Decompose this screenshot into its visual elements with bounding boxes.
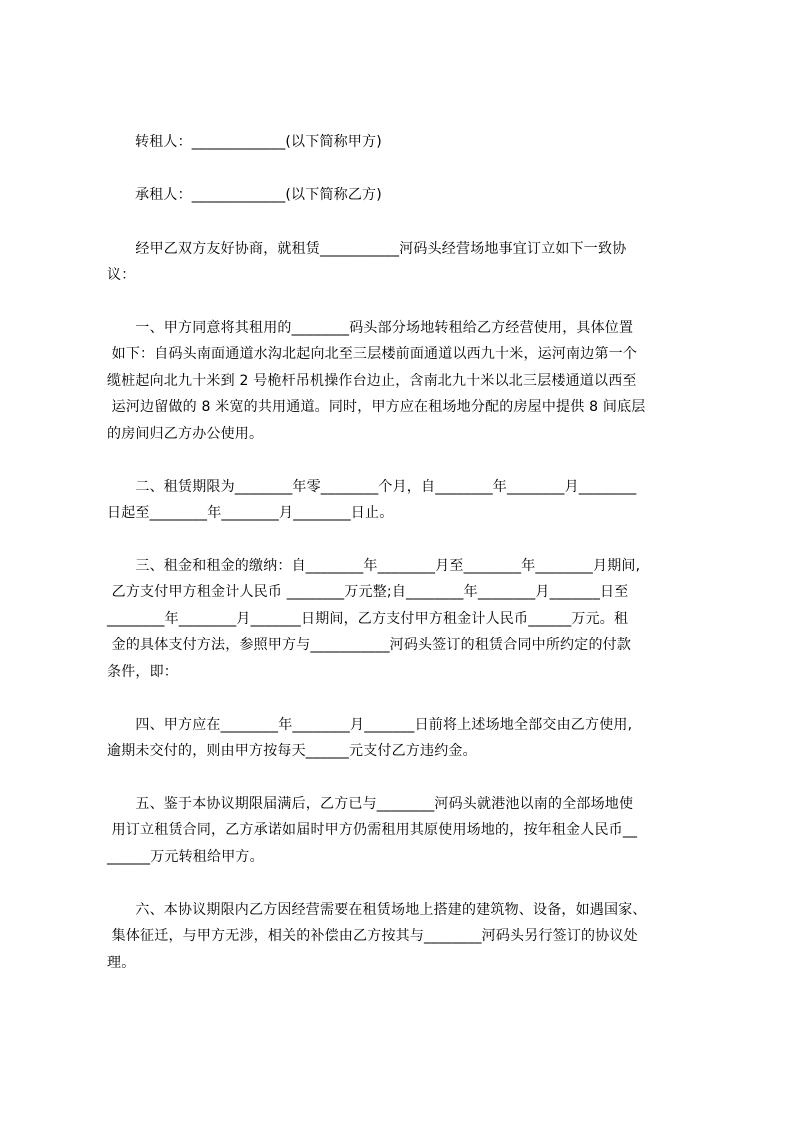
clause4-line-2: 逾期未交付的，则由甲方按每天______元支付乙方违约金。 (107, 743, 477, 759)
clause1-line-5: 的房间归乙方办公使用。 (107, 426, 264, 442)
lessee-line: 承租人：_____________(以下简称乙方) (135, 187, 382, 203)
clause5-line-3: ______万元转租给甲方。 (107, 849, 264, 865)
clause2-line-1: 二、租赁期限为________年零________个月，自________年________月________ (107, 479, 637, 495)
clause1-line-4: 运河边留做的 8 米宽的共用通道。同时，甲方应在租场地分配的房屋中提供 8 间底层 (107, 399, 646, 415)
sublessor-line: 转租人：_____________(以下简称甲方) (135, 134, 382, 150)
clause1-line-2: 如下：自码头南面通道水沟北起向北至三层楼前面通道以西九十米，运河南边第一个 (107, 346, 638, 362)
clause3-line-2: 乙方支付甲方租金计人民币 ________万元整;自________年________月_______日至 (107, 584, 629, 600)
clause3-line-4: 金的具体支付方法，参照甲方与___________河码头签订的租赁合同中所约定的付款 (107, 637, 632, 653)
clause1-line-1: 一、甲方同意将其租用的________码头部分场地转租给乙方经营使用，具体位置 (107, 320, 634, 336)
clause3-line-1: 三、租金和租金的缴纳：自________年________月至________年________月期间, (107, 558, 641, 574)
clause6-line-3: 理。 (107, 955, 136, 971)
clause6-line-2: 集体征迁，与甲方无涉，相关的补偿由乙方按其与________河码头另行签订的协议处 (107, 928, 638, 944)
clause6-line-1: 六、本协议期限内乙方因经营需要在租赁场地上搭建的建筑物、设备，如遇国家、 (107, 902, 647, 918)
intro-line-1: 经甲乙双方友好协商，就租赁___________河码头经营场地事宜订立如下一致协 (107, 241, 627, 257)
clause5-line-1: 五、鉴于本协议期限届满后，乙方已与________河码头就港池以南的全部场地使 (107, 796, 634, 812)
clause4-line-1: 四、甲方应在________年________月_______日前将上述场地全部交由乙方使用, (107, 717, 633, 733)
clause2-line-2: 日起至________年________月________日止。 (107, 505, 394, 521)
clause1-line-3: 缆桩起向北九十米到 2 号桅杆吊机操作台边止，含南北九十米以北三层楼通道以西至 (107, 373, 637, 389)
intro-line-2: 议： (107, 267, 136, 283)
clause3-line-3: ________年________月_______日期间，乙方支付甲方租金计人民币______万元。租 (107, 611, 629, 627)
clause5-line-2: 用订立租赁合同，乙方承诺如届时甲方仍需租用其原使用场地的，按年租金人民币__ (107, 822, 638, 838)
clause3-line-5: 条件，即： (107, 664, 178, 680)
